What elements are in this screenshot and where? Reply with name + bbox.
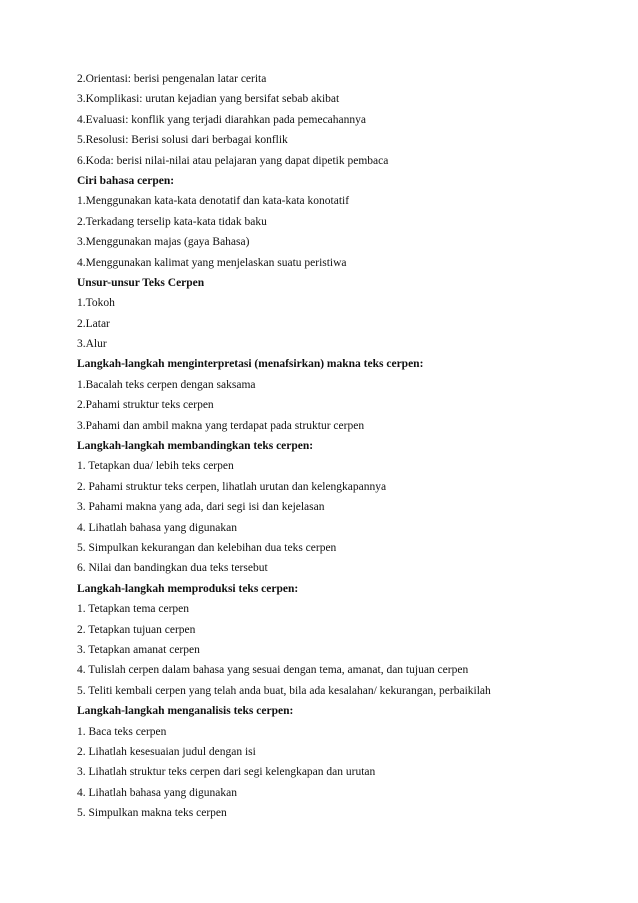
list-item: 3. Pahami makna yang ada, dari segi isi dan kejelasan bbox=[77, 501, 325, 514]
list-item: 1. Baca teks cerpen bbox=[77, 725, 167, 738]
list-item: 2. Pahami struktur teks cerpen, lihatlah urutan dan kelengkapannya bbox=[77, 480, 387, 493]
list-item: 5. Simpulkan makna teks cerpen bbox=[77, 807, 227, 820]
section-heading: Unsur-unsur Teks Cerpen bbox=[77, 276, 205, 289]
list-item: 4. Lihatlah bahasa yang digunakan bbox=[77, 786, 237, 799]
list-item: 2. Lihatlah kesesuaian judul dengan isi bbox=[77, 745, 256, 758]
list-item: 2.Pahami struktur teks cerpen bbox=[77, 399, 214, 412]
list-item: 3.Pahami dan ambil makna yang terdapat pada struktur cerpen bbox=[77, 419, 365, 432]
section-heading: Langkah-langkah memproduksi teks cerpen: bbox=[77, 582, 299, 595]
list-item: 6. Nilai dan bandingkan dua teks tersebut bbox=[77, 562, 268, 575]
list-item: 3. Lihatlah struktur teks cerpen dari segi kelengkapan dan urutan bbox=[77, 766, 376, 779]
list-item: 5. Simpulkan kekurangan dan kelebihan dua teks cerpen bbox=[77, 541, 337, 554]
list-item: 1.Tokoh bbox=[77, 297, 115, 310]
list-item: 1.Bacalah teks cerpen dengan saksama bbox=[77, 378, 256, 391]
document-page bbox=[77, 69, 577, 823]
list-item: 4.Evaluasi: konflik yang terjadi diarahkan pada pemecahannya bbox=[77, 113, 366, 126]
list-item: 2. Tetapkan tujuan cerpen bbox=[77, 623, 196, 636]
list-item: 2.Latar bbox=[77, 317, 110, 330]
list-item: 4. Tulislah cerpen dalam bahasa yang sesuai dengan tema, amanat, dan tujuan cerpen bbox=[77, 664, 469, 677]
list-item: 1.Menggunakan kata-kata denotatif dan kata-kata konotatif bbox=[77, 195, 350, 208]
list-item: 5. Teliti kembali cerpen yang telah anda buat, bila ada kesalahan/ kekurangan, perbaikilah bbox=[77, 684, 491, 697]
list-item: 3.Menggunakan majas (gaya Bahasa) bbox=[77, 236, 250, 249]
list-item: 3.Komplikasi: urutan kejadian yang bersifat sebab akibat bbox=[77, 93, 340, 106]
list-item: 2.Orientasi: berisi pengenalan latar cerita bbox=[77, 73, 267, 85]
section-heading: Ciri bahasa cerpen: bbox=[77, 174, 175, 187]
section-heading: Langkah-langkah menganalisis teks cerpen: bbox=[77, 705, 294, 718]
list-item: 3.Alur bbox=[77, 338, 107, 351]
list-item: 6.Koda: berisi nilai-nilai atau pelajaran yang dapat dipetik pembaca bbox=[77, 154, 389, 167]
section-heading: Langkah-langkah membandingkan teks cerpen: bbox=[77, 440, 314, 453]
list-item: 1. Tetapkan tema cerpen bbox=[77, 603, 190, 616]
list-item: 4.Menggunakan kalimat yang menjelaskan suatu peristiwa bbox=[77, 256, 347, 269]
list-item: 2.Terkadang terselip kata-kata tidak baku bbox=[77, 215, 267, 228]
list-item: 3. Tetapkan amanat cerpen bbox=[77, 643, 200, 656]
list-item: 5.Resolusi: Berisi solusi dari berbagai konflik bbox=[77, 134, 288, 147]
list-item: 1. Tetapkan dua/ lebih teks cerpen bbox=[77, 460, 234, 473]
list-item: 4. Lihatlah bahasa yang digunakan bbox=[77, 521, 237, 534]
section-heading: Langkah-langkah menginterpretasi (menafsirkan) makna teks cerpen: bbox=[77, 358, 424, 371]
